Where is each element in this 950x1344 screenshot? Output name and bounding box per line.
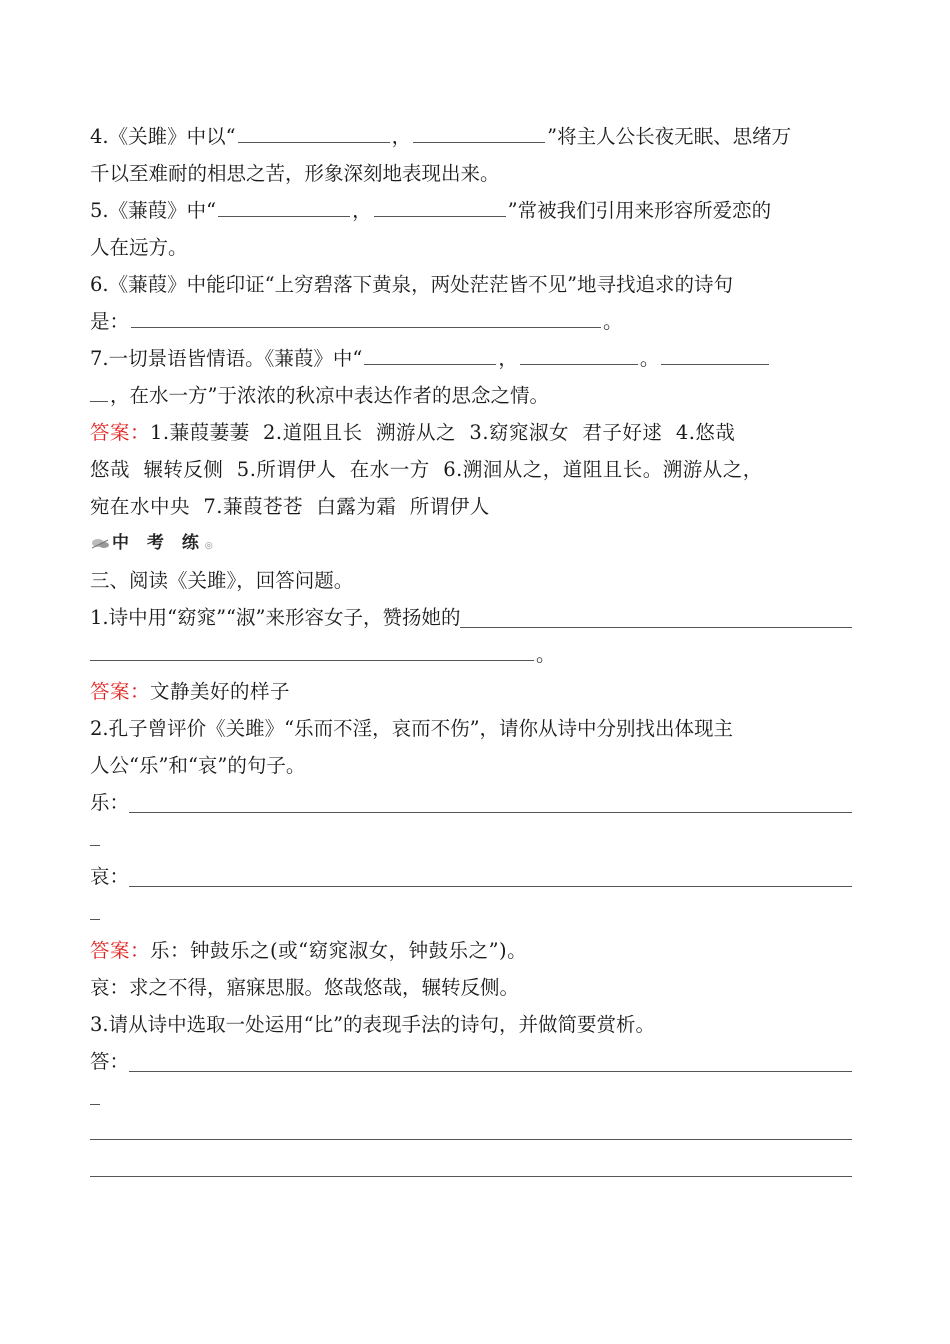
answer-blank[interactable]	[90, 377, 108, 402]
part3-intro	[90, 562, 852, 599]
question-4-line-1	[90, 118, 852, 155]
answer-blank[interactable]	[90, 1154, 852, 1177]
question-text: ”将主人公长夜无眠、思绪万	[547, 125, 792, 148]
question-6-line-1	[90, 266, 852, 303]
question-7-line-2	[90, 377, 852, 414]
answer-blank[interactable]	[364, 340, 496, 365]
answer-blank[interactable]	[90, 1082, 100, 1105]
part3-q2-answer-2	[90, 969, 852, 1006]
punctuation: ，	[352, 199, 372, 222]
punctuation: 。	[536, 643, 556, 666]
section-title: 中 考 练	[112, 533, 205, 553]
part3-q3-answer-line	[90, 1043, 852, 1080]
answer-blank[interactable]	[661, 340, 769, 365]
answer-text: 1.蒹葭萋萋 2.道阻且长 溯游从之 3.窈窕淑女 君子好逑 4.悠哉	[150, 421, 736, 444]
question-5-line-2	[90, 229, 852, 266]
question-text: 3.请从诗中选取一处运用“比”的表现手法的诗句，并做简要赏析。	[90, 1013, 656, 1036]
section-header	[90, 525, 852, 562]
part3-q3-continuation	[90, 1080, 852, 1117]
question-text: 人公“乐”和“哀”的句子。	[90, 754, 306, 777]
answer-blank[interactable]	[520, 340, 638, 365]
question-text: ”常被我们引用来形容所爱恋的	[507, 199, 772, 222]
part3-q2-line-2	[90, 747, 852, 784]
question-text: 6.《蒹葭》中能印证“上穷碧落下黄泉，两处茫茫皆不见”地寻找追求的诗句	[90, 273, 734, 296]
punctuation: 。	[639, 347, 660, 370]
part3-q1-answer	[90, 673, 852, 710]
part3-q2-le-line	[90, 784, 852, 821]
answer-text: 悠哉 辗转反侧 5.所谓伊人 在水一方 6.溯洄从之，道阻且长。溯游从之，	[90, 458, 763, 481]
part3-q3-line-1	[90, 1006, 852, 1043]
punctuation: ，	[391, 125, 412, 148]
question-text: ，在水一方”于浓浓的秋凉中表达作者的思念之情。	[110, 384, 549, 407]
answer-blank[interactable]	[129, 1049, 852, 1072]
answer-text: 乐：钟鼓乐之(或“窈窕淑女，钟鼓乐之”)。	[150, 939, 528, 962]
answer-blank[interactable]	[218, 192, 350, 217]
question-text: 7.一切景语皆情语。《蒹葭》中“	[90, 347, 363, 370]
answer-label: 答案：	[90, 421, 151, 444]
question-text: 5.《蒹葭》中“	[90, 199, 217, 222]
part3-q2-ai-line	[90, 858, 852, 895]
answer-blank[interactable]	[374, 192, 506, 217]
question-text: 1.诗中用“窈窕”“淑”来形容女子，赞扬她的	[90, 606, 461, 629]
answer-blank[interactable]	[460, 605, 852, 628]
punctuation: ，	[498, 347, 518, 370]
part3-q3-blank-line-1	[90, 1117, 852, 1154]
answer-blank[interactable]	[131, 303, 601, 328]
answer-text: 哀：求之不得，寤寐思服。悠哉悠哉，辗转反侧。	[90, 976, 520, 999]
ornament-dot-icon: ◎	[204, 541, 213, 551]
answer-line-2	[90, 451, 852, 488]
answer-blank[interactable]	[129, 864, 852, 887]
question-text: 三、阅读《关雎》，回答问题。	[90, 569, 354, 592]
part3-q3-blank-line-2	[90, 1154, 852, 1191]
question-text: 哀：	[90, 865, 130, 888]
worksheet-page	[90, 118, 852, 1191]
answer-blank[interactable]	[90, 823, 100, 846]
question-text: 乐：	[90, 791, 130, 814]
answer-text: 宛在水中央 7.蒹葭苍苍 白露为霜 所谓伊人	[90, 495, 490, 518]
answer-blank[interactable]	[90, 636, 534, 661]
answer-line-1	[90, 414, 852, 451]
question-text: 是：	[90, 310, 130, 333]
part3-q2-le-continuation	[90, 821, 852, 858]
answer-blank[interactable]	[413, 118, 545, 143]
question-text: 答：	[90, 1050, 130, 1073]
answer-blank[interactable]	[238, 118, 390, 143]
answer-label: 答案：	[90, 939, 151, 962]
part3-q2-line-1	[90, 710, 852, 747]
question-text: 人在远方。	[90, 236, 188, 259]
question-text: 2.孔子曾评价《关雎》“乐而不淫，哀而不伤”，请你从诗中分别找出体现主	[90, 717, 734, 740]
answer-line-3	[90, 488, 852, 525]
answer-blank[interactable]	[129, 790, 852, 813]
question-4-line-2	[90, 155, 852, 192]
leaf-ornament-icon	[90, 536, 110, 550]
part3-q2-ai-continuation	[90, 895, 852, 932]
part3-q1-line-2	[90, 636, 852, 673]
answer-blank[interactable]	[90, 897, 100, 920]
part3-q2-answer-1	[90, 932, 852, 969]
question-6-line-2	[90, 303, 852, 340]
question-text: 千以至难耐的相思之苦，形象深刻地表现出来。	[90, 162, 500, 185]
answer-blank[interactable]	[90, 1117, 852, 1140]
question-7-line-1	[90, 340, 852, 377]
answer-label: 答案：	[90, 680, 151, 703]
part3-q1-line-1	[90, 599, 852, 636]
question-5-line-1	[90, 192, 852, 229]
question-text: 4.《关雎》中以“	[90, 125, 236, 148]
punctuation: 。	[603, 310, 623, 333]
answer-text: 文静美好的样子	[150, 680, 291, 703]
